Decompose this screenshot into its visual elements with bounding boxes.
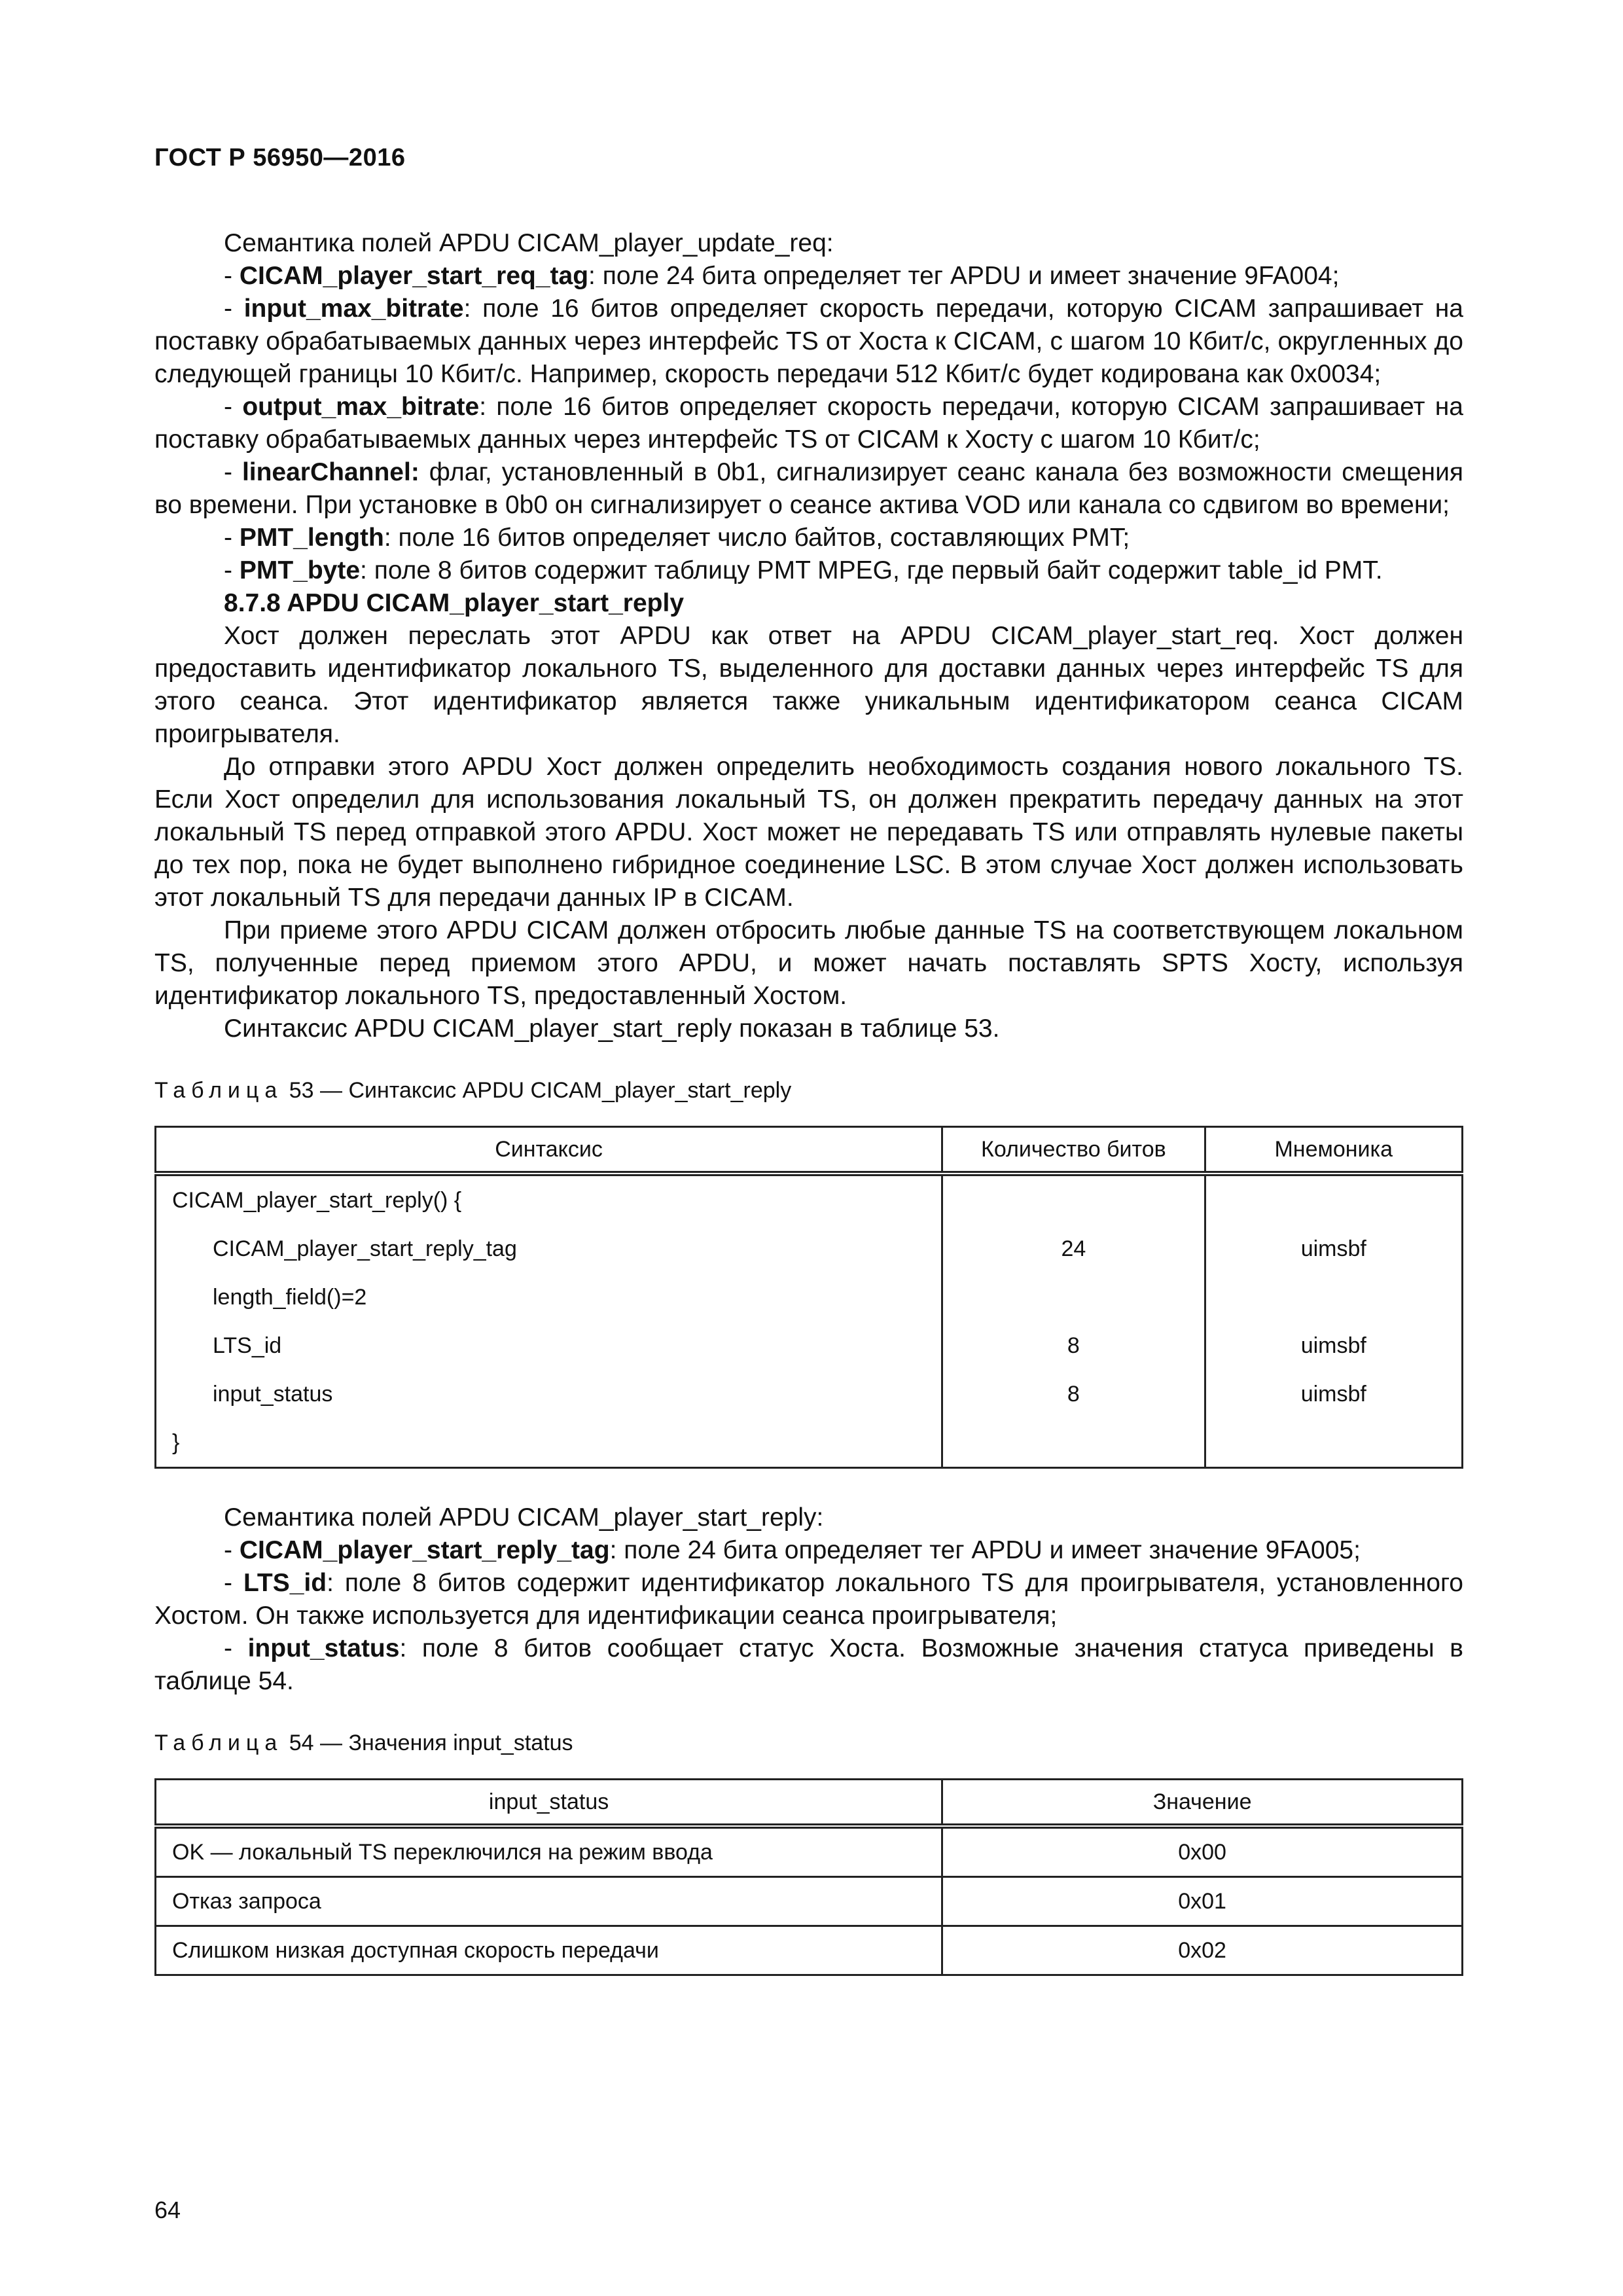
table-cell — [1205, 1174, 1462, 1225]
field-description: : поле 8 битов содержит идентификатор локального TS для проигрывателя, установленного Хостом. Он также используется для идентификации сеанса проигрывателя; — [154, 1569, 1463, 1630]
field-term: input_status — [247, 1634, 400, 1662]
list-dash: - — [224, 556, 240, 584]
field-term: CICAM_player_start_reply_tag — [239, 1536, 610, 1564]
list-dash: - — [224, 524, 240, 552]
table-cell — [1205, 1418, 1462, 1468]
field-term: CICAM_player_start_req_tag — [239, 262, 589, 290]
column-header: Синтаксис — [156, 1127, 942, 1174]
field-term: LTS_id — [243, 1569, 327, 1597]
list-dash: - — [224, 1569, 243, 1597]
semantics-intro-start-reply: Семантика полей APDU CICAM_player_start_reply: — [224, 1503, 824, 1532]
table-row — [156, 1370, 1463, 1418]
field-definition — [154, 391, 1463, 456]
document-header: ГОСТ Р 56950—2016 — [154, 144, 406, 171]
list-dash: - — [224, 295, 244, 323]
field-description: : поле 8 битов сообщает статус Хоста. Возможные значения статуса приведены в таблице 54. — [154, 1634, 1463, 1695]
table-cell: uimsbf — [1205, 1321, 1462, 1370]
table-cell: uimsbf — [1205, 1370, 1462, 1418]
semantics-intro-update-req: Семантика полей APDU CICAM_player_update_req: — [224, 229, 834, 257]
table-cell: input_status — [156, 1370, 942, 1418]
column-header: Мнемоника — [1205, 1127, 1462, 1174]
table-cell — [942, 1418, 1205, 1468]
table-cell: length_field()=2 — [156, 1273, 942, 1321]
table-cell: 0x00 — [942, 1826, 1463, 1877]
table-row — [156, 1321, 1463, 1370]
list-dash: - — [224, 458, 242, 486]
table-cell — [942, 1273, 1205, 1321]
list-dash: - — [224, 1536, 240, 1564]
table-53-caption — [154, 1078, 1463, 1103]
field-definition — [154, 1632, 1463, 1698]
field-definition — [154, 1534, 1463, 1567]
table-cell: uimsbf — [1205, 1225, 1462, 1273]
table-row — [156, 1926, 1463, 1975]
column-header: Количество битов — [942, 1127, 1205, 1174]
table-caption-text: 54 — Значения input_status — [289, 1731, 573, 1755]
column-header: Значение — [942, 1780, 1463, 1827]
table-caption-text: 53 — Синтаксис APDU CICAM_player_start_reply — [289, 1078, 792, 1103]
field-term: PMT_length — [239, 524, 384, 552]
paragraph: До отправки этого APDU Хост должен определить необходимость создания нового локального TS. Если Хост определил для использования локальный TS, он должен прекратить передачу данных на этот локальный TS перед отправкой этого APDU. Хост может не передавать TS или отправлять нулевые пакеты до тех пор, пока не будет выполнено гибридное соединение LSC. В этом случае Хост должен использовать этот локальный TS для передачи данных IP в CICAM. — [154, 753, 1463, 912]
table-54 — [154, 1778, 1463, 1976]
table-row — [156, 1877, 1463, 1926]
table-cell: } — [156, 1418, 942, 1468]
list-dash: - — [224, 393, 243, 421]
table-row — [156, 1273, 1463, 1321]
table-caption-label: Таблица — [154, 1731, 283, 1755]
table-row — [156, 1174, 1463, 1225]
table-cell: 8 — [942, 1370, 1205, 1418]
table-cell: Отказ запроса — [156, 1877, 942, 1926]
list-dash: - — [224, 1634, 248, 1662]
field-definition — [154, 554, 1463, 587]
field-description: : поле 24 бита определяет тег APDU и имеет значение 9FA005; — [609, 1536, 1361, 1564]
column-header: input_status — [156, 1780, 942, 1827]
field-definition — [154, 293, 1463, 391]
field-list-start-reply — [154, 1534, 1463, 1698]
table-cell: LTS_id — [156, 1321, 942, 1370]
table-cell: 0x01 — [942, 1877, 1463, 1926]
table-cell: 8 — [942, 1321, 1205, 1370]
table-row — [156, 1826, 1463, 1877]
table-cell: 24 — [942, 1225, 1205, 1273]
table-row — [156, 1225, 1463, 1273]
section-heading: 8.7.8 APDU CICAM_player_start_reply — [224, 589, 685, 617]
field-list-update-req — [154, 260, 1463, 587]
table-54-caption — [154, 1731, 1463, 1756]
field-description: : поле 16 битов определяет число байтов, составляющих PMT; — [383, 524, 1130, 552]
field-definition — [154, 1567, 1463, 1632]
table-cell: OK — локальный TS переключился на режим ввода — [156, 1826, 942, 1877]
field-description: : поле 24 бита определяет тег APDU и имеет значение 9FA004; — [588, 262, 1340, 290]
table-cell: CICAM_player_start_reply_tag — [156, 1225, 942, 1273]
field-term: input_max_bitrate — [243, 295, 464, 323]
page-number: 64 — [154, 2197, 181, 2223]
document-page — [154, 144, 1463, 2223]
table-cell: CICAM_player_start_reply() { — [156, 1174, 942, 1225]
field-description: : поле 8 битов содержит таблицу PMT MPEG, где первый байт содержит table_id PMT. — [360, 556, 1383, 584]
table-cell — [1205, 1273, 1462, 1321]
table-cell: Слишком низкая доступная скорость передачи — [156, 1926, 942, 1975]
paragraph: При приеме этого APDU CICAM должен отбросить любые данные TS на соответствующем локальном TS, полученные перед приемом этого APDU, и может начать поставлять SPTS Хосту, используя идентификатор локального TS, предоставленный Хостом. — [154, 916, 1463, 1010]
table-cell — [942, 1174, 1205, 1225]
field-definition — [154, 456, 1463, 522]
paragraph: Синтаксис APDU CICAM_player_start_reply показан в таблице 53. — [224, 1014, 1000, 1043]
table-row — [156, 1418, 1463, 1468]
field-description: : поле 16 битов определяет скорость передачи, которую CICAM запрашивает на поставку обрабатываемых данных через интерфейс TS от Хоста к CICAM, с шагом 10 Кбит/с, округленных до следующей границы 10 Кбит/с. Например, скорость передачи 512 Кбит/с будет кодирована как 0x0034; — [154, 295, 1463, 388]
table-cell: 0x02 — [942, 1926, 1463, 1975]
table-caption-label: Таблица — [154, 1078, 283, 1103]
field-definition — [154, 522, 1463, 554]
list-dash: - — [224, 262, 240, 290]
table-header-row — [156, 1780, 1463, 1827]
field-term: linearChannel: — [241, 458, 419, 486]
field-description: : поле 16 битов определяет скорость передачи, которую CICAM запрашивает на поставку обрабатываемых данных через интерфейс TS от CICAM к Хосту с шагом 10 Кбит/с; — [154, 393, 1463, 454]
field-term: PMT_byte — [239, 556, 361, 584]
field-definition — [154, 260, 1463, 293]
field-term: output_max_bitrate — [242, 393, 480, 421]
table-53 — [154, 1126, 1463, 1469]
section-paragraphs — [154, 620, 1463, 1045]
paragraph: Хост должен переслать этот APDU как ответ на APDU CICAM_player_start_req. Хост должен предоставить идентификатор локального TS, выделенного для доставки данных через интерфейс TS для этого сеанса. Этот идентификатор является также уникальным идентификатором сеанса CICAM проигрывателя. — [154, 622, 1463, 748]
field-description: флаг, установленный в 0b1, сигнализирует сеанс канала без возможности смещения во времени. При установке в 0b0 он сигнализирует о сеансе актива VOD или канала со сдвигом во времени; — [154, 458, 1463, 519]
table-header-row — [156, 1127, 1463, 1174]
